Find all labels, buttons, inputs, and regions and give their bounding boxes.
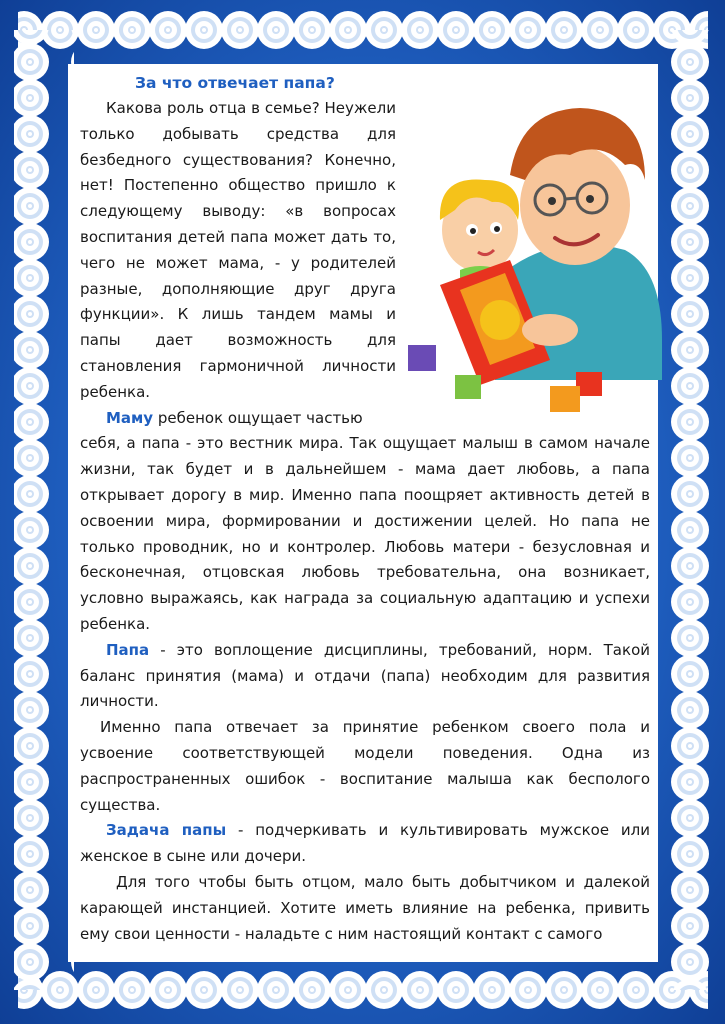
paragraph-contact: Для того чтобы быть отцом, мало быть добытчиком и далекой карающей инстанцией. Хотите иметь влияние на ребенка, привить ему свои ценности - наладьте с ним настоящий контакт с самого: [80, 872, 650, 943]
highlight-dad-task: Задача папы: [106, 821, 227, 840]
paragraph-dad-task-text: - подчеркивать и культивировать мужское или женское в сыне или дочери.: [80, 821, 650, 866]
paragraph-mother-rest: себя, а папа - это вестник мира. Так ощущает малыш в самом начале жизни, так будет и в дальнейшем - мама дает любовь, а папа открывает дорогу в мир. Именно папа поощряет активность детей в освоении мира, формировании и достижении целей. Но папа не только проводник, но и контролер. Любовь матери - безусловная и бесконечная, отцовская любовь требовательна, она возникает, условно выражаясь, как награда за социальную адаптацию и успехи ребенка.: [80, 434, 650, 633]
paragraph-father-role: Какова роль отца в семье? Неужели только добывать средства для безбедного существования? Конечно, нет! Постепенно общество пришло к следующему выводу: «в вопросах воспитания детей папа может дать то, чего не может мама, - у родителей разные, дополняющие друг друга функции». К лишь тандем мамы и папы дает возможность для становления гармоничной личности ребенка.: [80, 99, 396, 401]
paragraph-mother-start: [80, 406, 396, 432]
highlight-dad: Папа: [106, 640, 150, 659]
paragraph-dad-discipline: [80, 638, 650, 715]
highlight-mother: Маму: [106, 408, 154, 427]
paragraph-mother-start-text: ребенок ощущает частью: [153, 408, 363, 427]
article-title: За что отвечает папа?: [135, 74, 335, 92]
paragraph-dad-discipline-text: - это воплощение дисциплины, требований, норм. Такой баланс принятия (мама) и отдачи (папа) необходим для развития личности.: [80, 640, 650, 711]
paragraph-dad-task: [80, 818, 650, 870]
paragraph-gender-role: Именно папа отвечает за принятие ребенком своего пола и усвоение соответствующей модели поведения. Одна из распространенных ошибок - воспитание малыша как бесполого существа.: [80, 718, 650, 814]
article-body: [80, 70, 650, 950]
